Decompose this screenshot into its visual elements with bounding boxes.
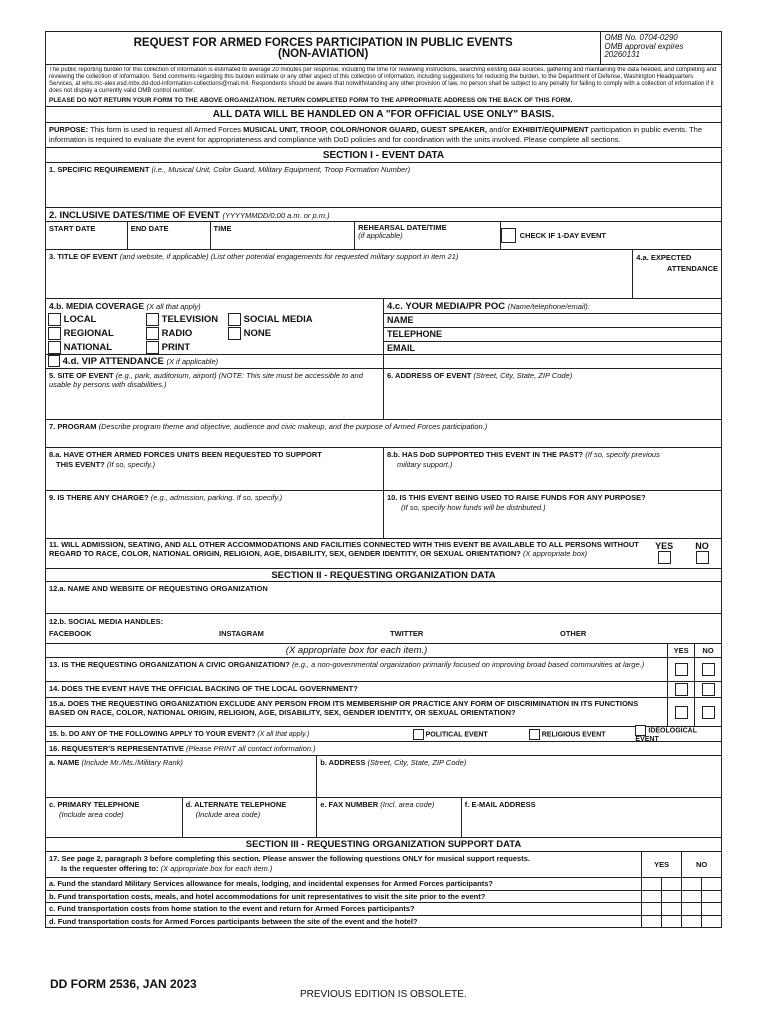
q4-row <box>46 298 721 368</box>
s3-yes-header: YES <box>641 852 681 877</box>
q14-label: 14. DOES THE EVENT HAVE THE OFFICIAL BACKING OF THE LOCAL GOVERNMENT? <box>49 684 358 693</box>
instagram-field[interactable] <box>219 629 390 638</box>
q15a-yes <box>667 698 694 726</box>
purpose-label: PURPOSE: <box>49 125 89 134</box>
q16f-email[interactable] <box>461 798 721 837</box>
q11-yes-checkbox[interactable] <box>658 551 671 564</box>
q15a-exclusion <box>46 698 667 726</box>
section-3-title: SECTION III - REQUESTING ORGANIZATION SUPPORT DATA <box>245 839 522 850</box>
political-option[interactable] <box>413 729 529 740</box>
burden-block <box>46 65 721 106</box>
form-subtitle: (NON-AVIATION) <box>278 48 369 60</box>
social-fields <box>49 629 719 638</box>
facebook-label: FACEBOOK <box>49 629 92 638</box>
section-2-header-row <box>46 568 721 581</box>
q5-site-of-event[interactable] <box>46 369 383 419</box>
q7-label: 7. PROGRAM <box>49 422 97 431</box>
q4d-label: 4.d. VIP ATTENDANCE <box>62 356 164 367</box>
section-1-title: SECTION I - EVENT DATA <box>322 150 445 161</box>
q8a-hint: (If so, specify.) <box>106 460 156 469</box>
media-tv[interactable] <box>146 313 228 327</box>
q4a-label: 4.a. EXPECTED <box>636 253 692 262</box>
q16a-name[interactable] <box>46 756 316 797</box>
q16-hint: (Please PRINT all contact information.) <box>185 744 316 753</box>
q8a-label: 8.a. HAVE OTHER ARMED FORCES UNITS BEEN REQUESTED TO SUPPORT <box>49 450 322 459</box>
media-regional-label: REGIONAL <box>63 328 114 340</box>
q15b-text <box>49 731 413 738</box>
form-header <box>46 32 721 64</box>
q8b-hint-2: military support.) <box>397 460 453 469</box>
q17a-no-pad <box>701 878 721 890</box>
q11-no-checkbox[interactable] <box>696 551 709 564</box>
burden-row <box>46 64 721 106</box>
rehearsal-label: REHEARSAL DATE/TIME <box>358 223 447 232</box>
q16e-fax[interactable] <box>316 798 461 837</box>
q16-row <box>46 741 721 755</box>
q2-row <box>46 207 721 221</box>
q15a-no <box>694 698 721 726</box>
media-social-checkbox[interactable] <box>228 313 241 326</box>
q16d-label: d. ALTERNATE TELEPHONE <box>185 800 287 809</box>
rehearsal-field[interactable] <box>354 222 500 249</box>
q12b-social-handles <box>46 614 721 643</box>
q8b-label: 8.b. HAS DoD SUPPORTED THIS EVENT IN THE PAST? <box>387 450 584 459</box>
q16e-hint: (Incl. area code) <box>380 800 435 809</box>
s2-yes-header: YES <box>667 644 694 657</box>
q15a-label: 15.a. DOES THE REQUESTING ORGANIZATION EXCLUDE ANY PERSON FROM ITS MEMBERSHIP OR PRACTICE ANY FORM OF DISCRIMINATION IN ITS FUNCTIONS BASED ON RACE, COLOR, NATIONAL ORIGIN, RELIGION, AGE, DISABILITY, SEX, GENDER IDENTITY, OR SEXUAL ORIENTATION? <box>49 699 639 717</box>
media-tv-label: TELEVISION <box>161 314 219 326</box>
rehearsal-hint: (if applicable) <box>358 231 403 240</box>
q11-row <box>46 538 721 568</box>
religious-checkbox[interactable] <box>529 729 540 740</box>
media-national-checkbox[interactable] <box>48 341 61 354</box>
time-field[interactable] <box>210 222 355 249</box>
q14-gov-backing <box>46 682 667 697</box>
q12a-label: 12.a. NAME AND WEBSITE OF REQUESTING ORGANIZATION <box>49 584 268 593</box>
section-1-header-row <box>46 147 721 162</box>
media-col-3 <box>228 313 378 355</box>
q16-representative <box>46 742 721 755</box>
purpose-text-2: and/or <box>487 125 513 134</box>
q9-any-charge[interactable] <box>46 491 383 538</box>
q9-label: 9. IS THERE ANY CHARGE? <box>49 493 149 502</box>
media-regional[interactable] <box>48 327 146 341</box>
q3-label: 3. TITLE OF EVENT <box>49 252 118 261</box>
x-each-hint: (X appropriate box for each item.) <box>285 645 428 656</box>
form-title-block <box>46 32 600 64</box>
q2-fields-row <box>46 221 721 249</box>
q17b-yes-pad <box>661 891 681 903</box>
q12a-row <box>46 581 721 613</box>
poc-email-label: EMAIL <box>387 343 415 353</box>
media-national[interactable] <box>48 341 146 355</box>
form-title: REQUEST FOR ARMED FORCES PARTICIPATION IN PUBLIC EVENTS <box>133 37 513 49</box>
q13-civic-org <box>46 658 667 681</box>
q11-accommodations <box>46 539 645 568</box>
q15b-row <box>46 726 721 741</box>
q16c-primary-phone[interactable] <box>46 798 182 837</box>
fouo-row <box>46 106 721 122</box>
q17a-text: a. Fund the standard Military Services allowance for meals, lodging, and incidental expenses for Armed Forces participants? <box>49 879 494 888</box>
religious-option[interactable] <box>529 729 636 740</box>
vip-checkbox[interactable] <box>48 355 60 367</box>
q14-yes-checkbox[interactable] <box>675 683 688 696</box>
instagram-label: INSTAGRAM <box>219 629 264 638</box>
q2-hint: (YYYYMMDD/0:00 a.m. or p.m.) <box>222 211 330 220</box>
q17d-yes-pad <box>661 916 681 928</box>
media-options <box>46 313 383 355</box>
q14-row <box>46 681 721 697</box>
q4b-media-coverage <box>46 299 383 368</box>
q17d-row <box>46 915 721 928</box>
media-national-label: NATIONAL <box>63 342 113 354</box>
poc-name-label: NAME <box>387 315 414 325</box>
q17c-no-box[interactable] <box>681 903 701 915</box>
s3-no-header: NO <box>681 852 721 877</box>
q17-hint: (X appropriate box for each item.) <box>160 863 273 873</box>
one-day-checkbox[interactable] <box>501 228 516 243</box>
q4b-header <box>46 299 383 313</box>
q1-row <box>46 162 721 207</box>
q13-yes-checkbox[interactable] <box>675 663 688 676</box>
political-checkbox[interactable] <box>413 729 424 740</box>
q2-header <box>46 208 721 221</box>
purpose-bold-2: EXHIBIT/EQUIPMENT <box>512 125 589 134</box>
end-date-label: END DATE <box>130 224 169 233</box>
q5-label: 5. SITE OF EVENT <box>49 371 114 380</box>
political-label: POLITICAL EVENT <box>425 730 488 738</box>
q4a-label-2: ATTENDANCE <box>666 264 718 273</box>
q17c-no-pad <box>701 903 721 915</box>
purpose-bold-1: MUSICAL UNIT, TROOP, COLOR/HONOR GUARD, GUEST SPEAKER, <box>243 125 488 134</box>
q16c-hint: (Include area code) <box>59 810 124 819</box>
q13-yes <box>667 658 694 681</box>
other-field[interactable] <box>560 629 670 638</box>
q14-no <box>694 682 721 697</box>
form-number: DD FORM 2536, JAN 2023 <box>50 977 197 991</box>
start-date-label: START DATE <box>49 224 96 233</box>
q12b-label: 12.b. SOCIAL MEDIA HANDLES: <box>49 617 164 626</box>
q11-label: 11. WILL ADMISSION, SEATING, AND ALL OTHER ACCOMMODATIONS AND FACILITIES CONNECTED WITH THIS EVENT BE AVAILABLE TO ALL PERSONS WITHOUT REGARD TO RACE, COLOR, NATIONAL ORIGIN, RELIGION, AGE, DISABILITY, SEX, GENDER IDENTITY, OR SEXUAL ORIENTATION? <box>49 540 639 558</box>
q17d-yes-box[interactable] <box>641 916 661 928</box>
time-label: TIME <box>213 224 232 233</box>
poc-email-field[interactable] <box>384 341 721 355</box>
q8b-hint: (If so, specify previous <box>585 450 660 459</box>
q16d-alt-phone[interactable] <box>182 798 317 837</box>
q4c-header <box>384 299 721 313</box>
q13-no <box>694 658 721 681</box>
q8a-label-2: THIS EVENT? <box>56 460 105 469</box>
q1-specific-requirement[interactable] <box>46 163 721 207</box>
q16e-label: e. FAX NUMBER <box>320 800 379 809</box>
one-day-label: CHECK IF 1-DAY EVENT <box>519 231 606 240</box>
omb-number: OMB No. 0704-0290 <box>604 33 678 42</box>
poc-telephone-field[interactable] <box>384 327 721 341</box>
q15a-no-checkbox[interactable] <box>702 706 715 719</box>
q10-raise-funds[interactable] <box>383 491 721 538</box>
religious-label: RELIGIOUS EVENT <box>541 730 606 738</box>
q10-label: 10. IS THIS EVENT BEING USED TO RAISE FUNDS FOR ANY PURPOSE? <box>387 493 646 502</box>
q4d-hint: (X if applicable) <box>166 357 219 366</box>
media-radio[interactable] <box>146 327 228 341</box>
media-print[interactable] <box>146 341 228 355</box>
q11-no <box>683 539 721 568</box>
poc-telephone-label: TELEPHONE <box>387 329 443 339</box>
q16b-hint: (Street, City, State, ZIP Code) <box>367 758 467 767</box>
q7-program[interactable] <box>46 420 721 447</box>
media-tv-checkbox[interactable] <box>146 313 159 326</box>
media-radio-label: RADIO <box>161 328 193 340</box>
media-local-checkbox[interactable] <box>48 313 61 326</box>
q17c-row <box>46 902 721 915</box>
q12b-row <box>46 613 721 643</box>
q7-row <box>46 419 721 447</box>
q8a-other-units[interactable] <box>46 448 383 490</box>
media-local[interactable] <box>48 313 146 327</box>
media-radio-checkbox[interactable] <box>146 327 159 340</box>
q4b-label: 4.b. MEDIA COVERAGE <box>49 301 145 311</box>
q15b-label: 15. b. DO ANY OF THE FOLLOWING APPLY TO YOUR EVENT? <box>49 730 256 738</box>
ideological-label: IDEOLOGICAL EVENT <box>635 727 697 743</box>
q17b-yes-box[interactable] <box>641 891 661 903</box>
q3-title-of-event[interactable] <box>46 250 632 298</box>
x-each-row <box>46 643 721 657</box>
q11-yes-label: YES <box>655 541 674 551</box>
other-label: OTHER <box>560 629 587 638</box>
q16a-hint: (Include Mr./Ms./Military Rank) <box>81 758 183 767</box>
burden-statement: The public reporting burden for this collection of information is estimated to average 20 minutes per response, including the time for reviewing instructions, searching existing data sources, gathering and maintaining the data needed, and completing and reviewing the collection of information. Send comments regarding this burden estimate or any other aspect of this collection of information, including suggestions for reducing the burden, to the Department of Defense, Washington Headquarters Services, at whs.mc-alex.esd.mbx.dd-dod-information-collections@mail.mil. Respondents should be aware that notwithstanding any other provision of law, no person shall be subject to any penalty for failing to comply with a collection of information if it does not display a currently valid OMB control number. <box>49 67 717 94</box>
q17-row <box>46 851 721 877</box>
q12a-org-name[interactable] <box>46 582 721 613</box>
q4c-hint: (Name/telephone/email): <box>507 302 590 311</box>
poc-name-field[interactable] <box>384 313 721 327</box>
q4b-hint: (X all that apply) <box>146 302 201 311</box>
q3-hint: (and website, if applicable) (List other potential engagements for requested military support in item 21) <box>119 252 459 261</box>
q4a-expected-attendance[interactable] <box>632 250 721 298</box>
q17c-yes-box[interactable] <box>641 903 661 915</box>
one-day-block <box>500 222 721 249</box>
q9-q10-row <box>46 490 721 538</box>
end-date-field[interactable] <box>127 222 210 249</box>
media-local-label: LOCAL <box>63 314 97 326</box>
q17a-row <box>46 877 721 890</box>
q17a-yes-pad <box>661 878 681 890</box>
q17d-no-pad <box>701 916 721 928</box>
q17a-no-box[interactable] <box>681 878 701 890</box>
media-regional-checkbox[interactable] <box>48 327 61 340</box>
q17d-text: d. Fund transportation costs for Armed Forces participants between the site of the event and the hotel? <box>49 916 418 926</box>
twitter-field[interactable] <box>390 629 560 638</box>
media-print-checkbox[interactable] <box>146 341 159 354</box>
q11-no-label: NO <box>695 541 709 551</box>
q16c-label: c. PRIMARY TELEPHONE <box>49 800 140 809</box>
section-2-title: SECTION II - REQUESTING ORGANIZATION DATA <box>271 570 496 581</box>
q13-no-checkbox[interactable] <box>702 663 715 676</box>
q15b-hint: (X all that apply.) <box>257 730 310 738</box>
q6-label: 6. ADDRESS OF EVENT <box>387 371 472 380</box>
q14-yes <box>667 682 694 697</box>
q5-hint: (e.g., park, auditorium, airport) (NOTE: This site must be accessible to and usable by persons with disabilities.) <box>49 371 363 389</box>
q3-row <box>46 249 721 298</box>
q16d-hint: (Include area code) <box>195 810 261 819</box>
q1-label: 1. SPECIFIC REQUIREMENT <box>49 165 150 174</box>
q14-no-checkbox[interactable] <box>702 683 715 696</box>
s2-no-header: NO <box>694 644 721 657</box>
q13-hint: (e.g., a non-governmental organization primarily focused on improving broad based communities at large.) <box>291 660 645 669</box>
q4c-label: 4.c. YOUR MEDIA/PR POC <box>387 301 506 312</box>
q16ab-row <box>46 755 721 797</box>
q17-label: 17. See page 2, paragraph 3 before completing this section. Please answer the following questions ONLY for musical support requests. <box>49 854 530 863</box>
omb-expires-label: OMB approval expires <box>604 41 684 51</box>
obsolete-notice: PREVIOUS EDITION IS OBSOLETE. <box>300 989 467 1000</box>
q7-hint: (Describe program theme and objective, audience and civic makeup, and the purpose of Armed Forces participation.) <box>98 422 488 431</box>
q4c-media-poc <box>383 299 721 368</box>
facebook-field[interactable] <box>49 629 219 638</box>
q17b-no-pad <box>701 891 721 903</box>
q17c-text: c. Fund transportation costs from home station to the event and return for Armed Forces participants? <box>49 904 415 913</box>
q16a-label: a. NAME <box>49 758 80 767</box>
q1-hint: (i.e., Musical Unit, Color Guard, Military Equipment, Troop Formation Number) <box>151 165 411 174</box>
q6-hint: (Street, City, State, ZIP Code) <box>473 371 573 380</box>
q15b-event-types <box>46 727 721 741</box>
q17-header <box>46 852 641 877</box>
q15a-yes-checkbox[interactable] <box>675 706 688 719</box>
purpose-text-3: participation in public events. The information is required to evaluate the event for appropriateness and compliance with DoD policies and for coordination with the units involved. Please complete all sections. <box>49 125 702 144</box>
purpose-row <box>46 122 721 147</box>
purpose-block <box>46 123 721 147</box>
q8b-dod-supported[interactable] <box>383 448 721 490</box>
return-notice: PLEASE DO NOT RETURN YOUR FORM TO THE ABOVE ORGANIZATION. RETURN COMPLETED FORM TO THE APPROPRIATE ADDRESS ON THE BACK OF THIS FORM. <box>49 97 573 104</box>
purpose-text-1: This form is used to request all Armed Forces <box>88 125 244 134</box>
q6-address-of-event[interactable] <box>383 369 721 419</box>
media-social-label: SOCIAL MEDIA <box>243 314 313 326</box>
q17d-no-box[interactable] <box>681 916 701 928</box>
media-none[interactable] <box>228 327 378 341</box>
q17-label-2: Is the requester offering to: <box>61 863 159 873</box>
q9-hint: (e.g., admission, parking. If so, specify.) <box>150 493 283 502</box>
omb-expires-date: 20260131 <box>604 50 640 59</box>
q16b-label: b. ADDRESS <box>320 758 366 767</box>
q11-yes <box>645 539 683 568</box>
q11-hint: (X appropriate box) <box>522 548 588 558</box>
q17a-yes-box[interactable] <box>641 878 661 890</box>
fouo-notice: ALL DATA WILL BE HANDLED ON A "FOR OFFICIAL USE ONLY" BASIS. <box>212 109 555 120</box>
dd-form-2536 <box>45 31 722 928</box>
q15a-row <box>46 697 721 726</box>
q13-label: 13. IS THE REQUESTING ORGANIZATION A CIVIC ORGANIZATION? <box>49 660 290 669</box>
twitter-label: TWITTER <box>390 629 424 638</box>
q4d-vip-attendance <box>46 354 384 368</box>
q10-hint: (If so, specify how funds will be distributed.) <box>401 503 546 512</box>
q5-q6-row <box>46 368 721 419</box>
media-col-1 <box>46 313 146 355</box>
q17b-row <box>46 890 721 903</box>
section-3-header-row <box>46 837 721 851</box>
media-social[interactable] <box>228 313 378 327</box>
media-none-checkbox[interactable] <box>228 327 241 340</box>
q17b-no-box[interactable] <box>681 891 701 903</box>
omb-block <box>600 32 721 64</box>
q16f-label: f. E-MAIL ADDRESS <box>464 800 536 809</box>
start-date-field[interactable] <box>46 222 127 249</box>
media-none-label: NONE <box>243 328 272 340</box>
q16-label: 16. REQUESTER'S REPRESENTATIVE <box>49 744 184 753</box>
q16cdef-row <box>46 797 721 837</box>
q16b-address[interactable] <box>316 756 721 797</box>
ideological-checkbox[interactable] <box>635 725 646 736</box>
q2-label: 2. INCLUSIVE DATES/TIME OF EVENT <box>49 210 220 221</box>
q8-row <box>46 447 721 490</box>
media-print-label: PRINT <box>161 342 191 354</box>
q17b-text: b. Fund transportation costs, meals, and hotel accommodations for unit representatives to visit the site prior to the event? <box>49 891 486 901</box>
media-col-2 <box>146 313 228 355</box>
q13-row <box>46 657 721 681</box>
q17c-yes-pad <box>661 903 681 915</box>
